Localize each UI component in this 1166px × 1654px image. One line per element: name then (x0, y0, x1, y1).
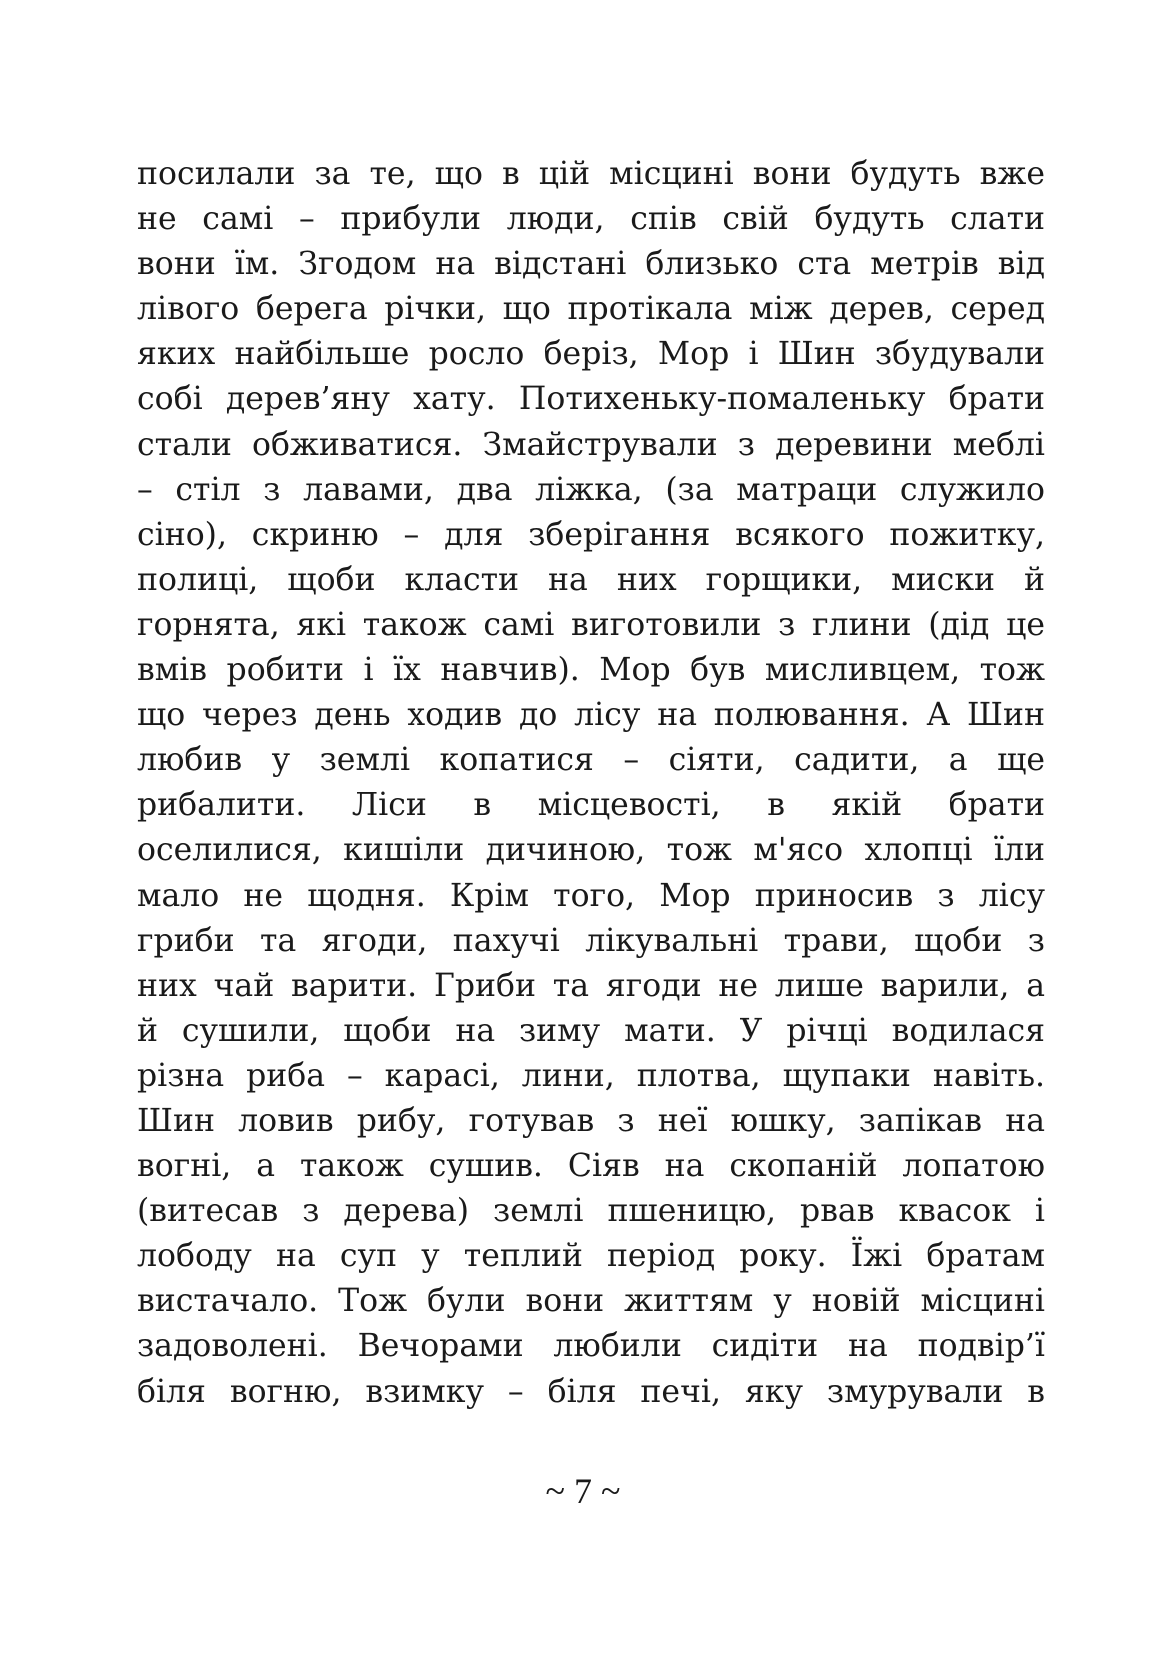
text-line: вистачало. Тож були вони життям у новій місцині (137, 1283, 1045, 1320)
text-line: посилали за те, що в цій місцині вони будуть вже (137, 156, 1045, 192)
body-text (137, 152, 1045, 1415)
text-line: любив у землі копатися – сіяти, садити, а ще (137, 742, 1045, 779)
text-line: вогні, а також сушив. Сіяв на скопаній лопатою (137, 1148, 1045, 1185)
text-line: не самі – прибули люди, спів свій будуть слати (137, 201, 1045, 238)
text-line: Шин ловив рибу, готував з неї юшку, запікав на (137, 1102, 1045, 1139)
text-line: біля вогню, взимку – біля печі, яку змурували в (137, 1373, 1045, 1410)
text-line: мало не щодня. Крім того, Мор приносив з лісу (137, 877, 1045, 914)
text-line: яких найбільше росло беріз, Мор і Шин збудували (137, 336, 1045, 373)
text-line: вони їм. Згодом на відстані близько ста метрів від (137, 246, 1045, 283)
text-line: гриби та ягоди, пахучі лікувальні трави, щоби з (137, 922, 1045, 959)
text-line: різна риба – карасі, лини, плотва, щупаки навіть. (137, 1057, 1045, 1094)
text-line: (витесав з дерева) землі пшеницю, рвав квасок і (137, 1193, 1045, 1230)
text-line: полиці, щоби класти на них горщики, миски й (137, 561, 1045, 598)
text-line: рибалити. Ліси в місцевості, в якій брати (137, 787, 1045, 824)
text-line: лободу на суп у теплий період року. Їжі братам (137, 1238, 1045, 1275)
text-line: задоволені. Вечорами любили сидіти на подвір’ї (137, 1328, 1045, 1365)
text-line: лівого берега річки, що протікала між дерев, серед (137, 291, 1045, 328)
text-line: вмів робити і їх навчив). Мор був мисливцем, тож (137, 652, 1045, 689)
text-line: собі дерев’яну хату. Потихеньку-помаленьку брати (137, 381, 1045, 418)
text-line: сіно), скриню – для зберігання всякого пожитку, (137, 516, 1045, 553)
text-line: оселилися, кишіли дичиною, тож м'ясо хлопці їли (137, 832, 1045, 869)
text-line: що через день ходив до лісу на полювання. А Шин (137, 697, 1045, 734)
text-line: й сушили, щоби на зиму мати. У річці водилася (137, 1012, 1045, 1049)
page-number: ~ 7 ~ (545, 1471, 621, 1511)
text-line: стали обживатися. Змайстрували з деревини меблі (137, 426, 1045, 463)
text-line: – стіл з лавами, два ліжка, (за матраци служило (137, 471, 1045, 508)
text-line: них чай варити. Гриби та ягоди не лише варили, а (137, 967, 1045, 1004)
text-line: горнята, які також самі виготовили з глини (дід це (137, 606, 1045, 643)
